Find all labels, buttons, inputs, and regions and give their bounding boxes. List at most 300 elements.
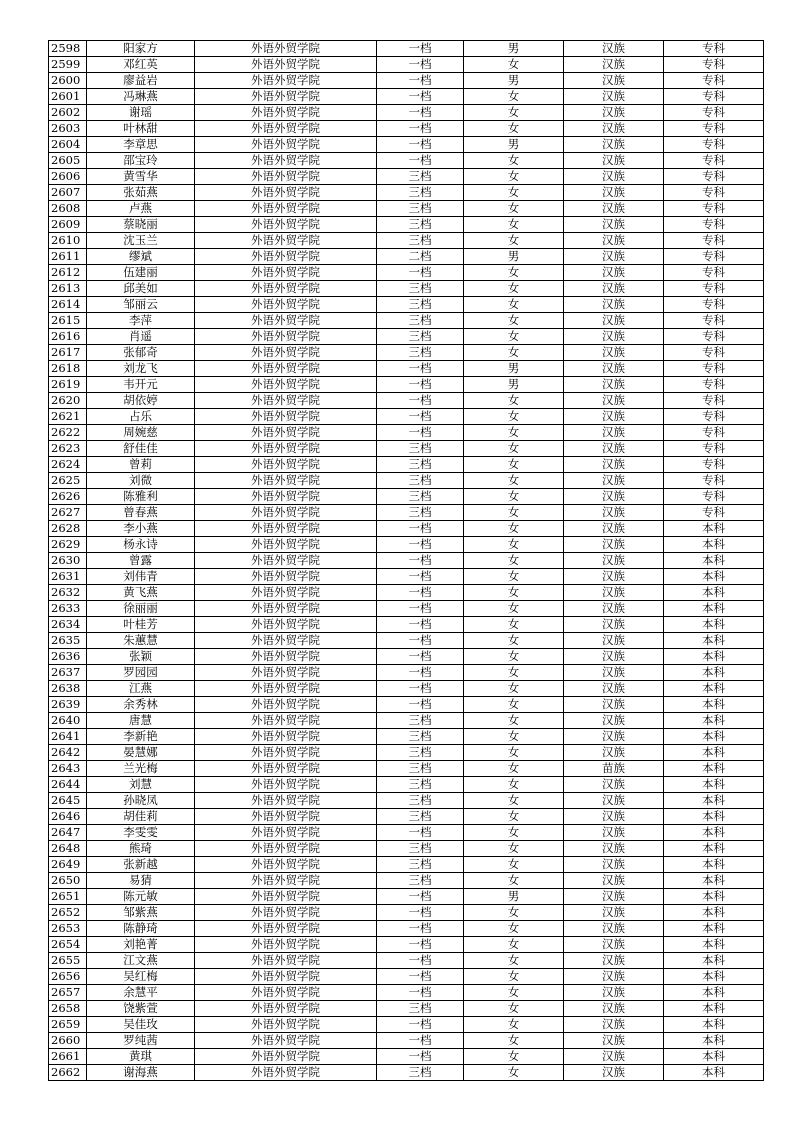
- ethnicity-cell: 汉族: [564, 697, 664, 713]
- table-row: [49, 457, 764, 473]
- name-cell: 熊琦: [87, 841, 195, 857]
- id-cell: 2629: [49, 537, 87, 553]
- aid-level-cell: 三档: [377, 281, 464, 297]
- college-cell: 外语外贸学院: [195, 89, 377, 105]
- table-row: [49, 313, 764, 329]
- education-level-cell: 本科: [664, 1065, 764, 1081]
- table-row: [49, 41, 764, 57]
- name-cell: 邓红英: [87, 57, 195, 73]
- aid-level-cell: 一档: [377, 905, 464, 921]
- ethnicity-cell: 汉族: [564, 489, 664, 505]
- aid-level-cell: 一档: [377, 41, 464, 57]
- college-cell: 外语外贸学院: [195, 233, 377, 249]
- name-cell: 黄雪华: [87, 169, 195, 185]
- aid-level-cell: 三档: [377, 777, 464, 793]
- ethnicity-cell: 汉族: [564, 905, 664, 921]
- ethnicity-cell: 汉族: [564, 745, 664, 761]
- gender-cell: 男: [464, 137, 564, 153]
- id-cell: 2657: [49, 985, 87, 1001]
- education-level-cell: 本科: [664, 537, 764, 553]
- gender-cell: 女: [464, 665, 564, 681]
- ethnicity-cell: 汉族: [564, 633, 664, 649]
- gender-cell: 女: [464, 1001, 564, 1017]
- ethnicity-cell: 汉族: [564, 281, 664, 297]
- name-cell: 江燕: [87, 681, 195, 697]
- aid-level-cell: 三档: [377, 217, 464, 233]
- id-cell: 2635: [49, 633, 87, 649]
- college-cell: 外语外贸学院: [195, 361, 377, 377]
- college-cell: 外语外贸学院: [195, 729, 377, 745]
- name-cell: 黄琪: [87, 1049, 195, 1065]
- education-level-cell: 本科: [664, 569, 764, 585]
- college-cell: 外语外贸学院: [195, 57, 377, 73]
- ethnicity-cell: 汉族: [564, 1017, 664, 1033]
- ethnicity-cell: 汉族: [564, 937, 664, 953]
- ethnicity-cell: 汉族: [564, 537, 664, 553]
- college-cell: 外语外贸学院: [195, 793, 377, 809]
- table-row: [49, 889, 764, 905]
- table-row: [49, 633, 764, 649]
- id-cell: 2628: [49, 521, 87, 537]
- table-row: [49, 265, 764, 281]
- gender-cell: 女: [464, 761, 564, 777]
- table-row: [49, 105, 764, 121]
- ethnicity-cell: 汉族: [564, 89, 664, 105]
- table-row: [49, 505, 764, 521]
- name-cell: 邹紫燕: [87, 905, 195, 921]
- education-level-cell: 专科: [664, 233, 764, 249]
- aid-level-cell: 一档: [377, 137, 464, 153]
- education-level-cell: 专科: [664, 393, 764, 409]
- college-cell: 外语外贸学院: [195, 921, 377, 937]
- education-level-cell: 专科: [664, 409, 764, 425]
- gender-cell: 女: [464, 345, 564, 361]
- aid-level-cell: 一档: [377, 425, 464, 441]
- gender-cell: 女: [464, 985, 564, 1001]
- aid-level-cell: 一档: [377, 57, 464, 73]
- name-cell: 占乐: [87, 409, 195, 425]
- name-cell: 邵宝玲: [87, 153, 195, 169]
- table-row: [49, 57, 764, 73]
- aid-level-cell: 一档: [377, 585, 464, 601]
- college-cell: 外语外贸学院: [195, 937, 377, 953]
- college-cell: 外语外贸学院: [195, 121, 377, 137]
- education-level-cell: 本科: [664, 585, 764, 601]
- education-level-cell: 本科: [664, 857, 764, 873]
- aid-level-cell: 一档: [377, 1017, 464, 1033]
- education-level-cell: 专科: [664, 345, 764, 361]
- education-level-cell: 本科: [664, 793, 764, 809]
- id-cell: 2650: [49, 873, 87, 889]
- id-cell: 2654: [49, 937, 87, 953]
- gender-cell: 男: [464, 73, 564, 89]
- ethnicity-cell: 汉族: [564, 185, 664, 201]
- gender-cell: 女: [464, 281, 564, 297]
- name-cell: 罗纯茜: [87, 1033, 195, 1049]
- gender-cell: 男: [464, 361, 564, 377]
- name-cell: 李雯雯: [87, 825, 195, 841]
- name-cell: 谢海燕: [87, 1065, 195, 1081]
- gender-cell: 女: [464, 409, 564, 425]
- gender-cell: 女: [464, 873, 564, 889]
- gender-cell: 女: [464, 521, 564, 537]
- education-level-cell: 本科: [664, 521, 764, 537]
- college-cell: 外语外贸学院: [195, 857, 377, 873]
- ethnicity-cell: 汉族: [564, 969, 664, 985]
- table-row: [49, 905, 764, 921]
- id-cell: 2611: [49, 249, 87, 265]
- gender-cell: 女: [464, 649, 564, 665]
- table-row: [49, 281, 764, 297]
- education-level-cell: 本科: [664, 1001, 764, 1017]
- id-cell: 2609: [49, 217, 87, 233]
- education-level-cell: 专科: [664, 201, 764, 217]
- ethnicity-cell: 汉族: [564, 649, 664, 665]
- education-level-cell: 专科: [664, 441, 764, 457]
- ethnicity-cell: 汉族: [564, 265, 664, 281]
- college-cell: 外语外贸学院: [195, 553, 377, 569]
- aid-level-cell: 一档: [377, 409, 464, 425]
- education-level-cell: 专科: [664, 185, 764, 201]
- college-cell: 外语外贸学院: [195, 41, 377, 57]
- aid-level-cell: 一档: [377, 617, 464, 633]
- aid-level-cell: 一档: [377, 569, 464, 585]
- name-cell: 曾莉: [87, 457, 195, 473]
- gender-cell: 女: [464, 473, 564, 489]
- college-cell: 外语外贸学院: [195, 873, 377, 889]
- college-cell: 外语外贸学院: [195, 105, 377, 121]
- table-row: [49, 441, 764, 457]
- name-cell: 胡依婷: [87, 393, 195, 409]
- id-cell: 2642: [49, 745, 87, 761]
- student-table: [48, 40, 764, 1081]
- college-cell: 外语外贸学院: [195, 649, 377, 665]
- id-cell: 2643: [49, 761, 87, 777]
- table-row: [49, 585, 764, 601]
- education-level-cell: 本科: [664, 681, 764, 697]
- id-cell: 2639: [49, 697, 87, 713]
- college-cell: 外语外贸学院: [195, 281, 377, 297]
- aid-level-cell: 一档: [377, 825, 464, 841]
- gender-cell: 女: [464, 121, 564, 137]
- ethnicity-cell: 汉族: [564, 505, 664, 521]
- ethnicity-cell: 汉族: [564, 377, 664, 393]
- name-cell: 阳家方: [87, 41, 195, 57]
- gender-cell: 女: [464, 1033, 564, 1049]
- name-cell: 唐慧: [87, 713, 195, 729]
- name-cell: 胡佳莉: [87, 809, 195, 825]
- id-cell: 2630: [49, 553, 87, 569]
- ethnicity-cell: 苗族: [564, 761, 664, 777]
- name-cell: 陈元敏: [87, 889, 195, 905]
- name-cell: 张颖: [87, 649, 195, 665]
- table-row: [49, 553, 764, 569]
- name-cell: 吴红梅: [87, 969, 195, 985]
- aid-level-cell: 一档: [377, 665, 464, 681]
- name-cell: 孙晓凤: [87, 793, 195, 809]
- aid-level-cell: 一档: [377, 73, 464, 89]
- aid-level-cell: 一档: [377, 537, 464, 553]
- college-cell: 外语外贸学院: [195, 905, 377, 921]
- name-cell: 吴佳玫: [87, 1017, 195, 1033]
- id-cell: 2599: [49, 57, 87, 73]
- id-cell: 2633: [49, 601, 87, 617]
- id-cell: 2610: [49, 233, 87, 249]
- college-cell: 外语外贸学院: [195, 473, 377, 489]
- college-cell: 外语外贸学院: [195, 377, 377, 393]
- id-cell: 2600: [49, 73, 87, 89]
- gender-cell: 女: [464, 697, 564, 713]
- college-cell: 外语外贸学院: [195, 153, 377, 169]
- aid-level-cell: 三档: [377, 1001, 464, 1017]
- ethnicity-cell: 汉族: [564, 41, 664, 57]
- name-cell: 蔡晓丽: [87, 217, 195, 233]
- id-cell: 2623: [49, 441, 87, 457]
- ethnicity-cell: 汉族: [564, 921, 664, 937]
- ethnicity-cell: 汉族: [564, 409, 664, 425]
- id-cell: 2656: [49, 969, 87, 985]
- id-cell: 2603: [49, 121, 87, 137]
- id-cell: 2607: [49, 185, 87, 201]
- id-cell: 2617: [49, 345, 87, 361]
- id-cell: 2619: [49, 377, 87, 393]
- ethnicity-cell: 汉族: [564, 857, 664, 873]
- name-cell: 易猜: [87, 873, 195, 889]
- name-cell: 饶紫萱: [87, 1001, 195, 1017]
- id-cell: 2601: [49, 89, 87, 105]
- ethnicity-cell: 汉族: [564, 169, 664, 185]
- name-cell: 沈玉兰: [87, 233, 195, 249]
- college-cell: 外语外贸学院: [195, 217, 377, 233]
- ethnicity-cell: 汉族: [564, 313, 664, 329]
- aid-level-cell: 三档: [377, 489, 464, 505]
- table-row: [49, 617, 764, 633]
- college-cell: 外语外贸学院: [195, 249, 377, 265]
- table-row: [49, 985, 764, 1001]
- name-cell: 张新越: [87, 857, 195, 873]
- ethnicity-cell: 汉族: [564, 249, 664, 265]
- name-cell: 舒佳佳: [87, 441, 195, 457]
- ethnicity-cell: 汉族: [564, 297, 664, 313]
- education-level-cell: 本科: [664, 665, 764, 681]
- college-cell: 外语外贸学院: [195, 1017, 377, 1033]
- college-cell: 外语外贸学院: [195, 521, 377, 537]
- education-level-cell: 本科: [664, 969, 764, 985]
- college-cell: 外语外贸学院: [195, 185, 377, 201]
- aid-level-cell: 三档: [377, 201, 464, 217]
- aid-level-cell: 一档: [377, 1049, 464, 1065]
- ethnicity-cell: 汉族: [564, 873, 664, 889]
- table-row: [49, 489, 764, 505]
- table-row: [49, 1001, 764, 1017]
- education-level-cell: 本科: [664, 553, 764, 569]
- gender-cell: 女: [464, 217, 564, 233]
- name-cell: 曾春燕: [87, 505, 195, 521]
- table-row: [49, 185, 764, 201]
- gender-cell: 女: [464, 233, 564, 249]
- education-level-cell: 专科: [664, 153, 764, 169]
- college-cell: 外语外贸学院: [195, 969, 377, 985]
- id-cell: 2638: [49, 681, 87, 697]
- education-level-cell: 本科: [664, 1017, 764, 1033]
- name-cell: 朱蕙慧: [87, 633, 195, 649]
- ethnicity-cell: 汉族: [564, 57, 664, 73]
- college-cell: 外语外贸学院: [195, 585, 377, 601]
- name-cell: 陈静琦: [87, 921, 195, 937]
- ethnicity-cell: 汉族: [564, 777, 664, 793]
- aid-level-cell: 三档: [377, 297, 464, 313]
- ethnicity-cell: 汉族: [564, 793, 664, 809]
- id-cell: 2605: [49, 153, 87, 169]
- gender-cell: 女: [464, 489, 564, 505]
- ethnicity-cell: 汉族: [564, 73, 664, 89]
- aid-level-cell: 一档: [377, 697, 464, 713]
- table-row: [49, 537, 764, 553]
- id-cell: 2624: [49, 457, 87, 473]
- ethnicity-cell: 汉族: [564, 601, 664, 617]
- aid-level-cell: 三档: [377, 169, 464, 185]
- id-cell: 2598: [49, 41, 87, 57]
- ethnicity-cell: 汉族: [564, 809, 664, 825]
- id-cell: 2627: [49, 505, 87, 521]
- aid-level-cell: 三档: [377, 745, 464, 761]
- name-cell: 邹丽云: [87, 297, 195, 313]
- ethnicity-cell: 汉族: [564, 441, 664, 457]
- college-cell: 外语外贸学院: [195, 1065, 377, 1081]
- name-cell: 刘微: [87, 473, 195, 489]
- table-row: [49, 361, 764, 377]
- aid-level-cell: 一档: [377, 953, 464, 969]
- gender-cell: 女: [464, 969, 564, 985]
- id-cell: 2606: [49, 169, 87, 185]
- name-cell: 杨永诗: [87, 537, 195, 553]
- name-cell: 兰光梅: [87, 761, 195, 777]
- id-cell: 2640: [49, 713, 87, 729]
- aid-level-cell: 一档: [377, 889, 464, 905]
- name-cell: 周婉慈: [87, 425, 195, 441]
- aid-level-cell: 一档: [377, 985, 464, 1001]
- gender-cell: 女: [464, 505, 564, 521]
- aid-level-cell: 三档: [377, 841, 464, 857]
- education-level-cell: 本科: [664, 905, 764, 921]
- ethnicity-cell: 汉族: [564, 617, 664, 633]
- name-cell: 刘艳菁: [87, 937, 195, 953]
- gender-cell: 女: [464, 585, 564, 601]
- table-row: [49, 969, 764, 985]
- education-level-cell: 专科: [664, 57, 764, 73]
- ethnicity-cell: 汉族: [564, 121, 664, 137]
- gender-cell: 女: [464, 681, 564, 697]
- table-row: [49, 201, 764, 217]
- ethnicity-cell: 汉族: [564, 953, 664, 969]
- ethnicity-cell: 汉族: [564, 233, 664, 249]
- college-cell: 外语外贸学院: [195, 761, 377, 777]
- education-level-cell: 专科: [664, 121, 764, 137]
- education-level-cell: 本科: [664, 1049, 764, 1065]
- id-cell: 2602: [49, 105, 87, 121]
- id-cell: 2621: [49, 409, 87, 425]
- name-cell: 刘龙飞: [87, 361, 195, 377]
- ethnicity-cell: 汉族: [564, 553, 664, 569]
- aid-level-cell: 一档: [377, 649, 464, 665]
- aid-level-cell: 一档: [377, 265, 464, 281]
- name-cell: 江文燕: [87, 953, 195, 969]
- education-level-cell: 本科: [664, 953, 764, 969]
- id-cell: 2637: [49, 665, 87, 681]
- name-cell: 黄飞燕: [87, 585, 195, 601]
- ethnicity-cell: 汉族: [564, 729, 664, 745]
- name-cell: 邱美如: [87, 281, 195, 297]
- ethnicity-cell: 汉族: [564, 201, 664, 217]
- college-cell: 外语外贸学院: [195, 1001, 377, 1017]
- college-cell: 外语外贸学院: [195, 1033, 377, 1049]
- education-level-cell: 专科: [664, 489, 764, 505]
- table-row: [49, 601, 764, 617]
- ethnicity-cell: 汉族: [564, 137, 664, 153]
- aid-level-cell: 一档: [377, 361, 464, 377]
- id-cell: 2647: [49, 825, 87, 841]
- aid-level-cell: 一档: [377, 377, 464, 393]
- id-cell: 2626: [49, 489, 87, 505]
- table-row: [49, 377, 764, 393]
- college-cell: 外语外贸学院: [195, 697, 377, 713]
- aid-level-cell: 三档: [377, 185, 464, 201]
- table-row: [49, 169, 764, 185]
- aid-level-cell: 三档: [377, 761, 464, 777]
- gender-cell: 女: [464, 393, 564, 409]
- table-row: [49, 761, 764, 777]
- education-level-cell: 本科: [664, 713, 764, 729]
- id-cell: 2661: [49, 1049, 87, 1065]
- gender-cell: 女: [464, 57, 564, 73]
- education-level-cell: 本科: [664, 889, 764, 905]
- gender-cell: 女: [464, 105, 564, 121]
- education-level-cell: 本科: [664, 745, 764, 761]
- gender-cell: 女: [464, 825, 564, 841]
- ethnicity-cell: 汉族: [564, 841, 664, 857]
- gender-cell: 女: [464, 153, 564, 169]
- aid-level-cell: 三档: [377, 505, 464, 521]
- education-level-cell: 专科: [664, 361, 764, 377]
- gender-cell: 女: [464, 841, 564, 857]
- table-row: [49, 857, 764, 873]
- table-row: [49, 297, 764, 313]
- aid-level-cell: 一档: [377, 633, 464, 649]
- aid-level-cell: 三档: [377, 329, 464, 345]
- name-cell: 伍建丽: [87, 265, 195, 281]
- table-row: [49, 121, 764, 137]
- gender-cell: 女: [464, 937, 564, 953]
- student-table-body: [49, 41, 764, 1081]
- ethnicity-cell: 汉族: [564, 473, 664, 489]
- table-row: [49, 73, 764, 89]
- name-cell: 曾露: [87, 553, 195, 569]
- id-cell: 2646: [49, 809, 87, 825]
- ethnicity-cell: 汉族: [564, 665, 664, 681]
- college-cell: 外语外贸学院: [195, 409, 377, 425]
- gender-cell: 女: [464, 953, 564, 969]
- gender-cell: 女: [464, 425, 564, 441]
- table-row: [49, 521, 764, 537]
- id-cell: 2612: [49, 265, 87, 281]
- aid-level-cell: 三档: [377, 457, 464, 473]
- gender-cell: 男: [464, 41, 564, 57]
- education-level-cell: 本科: [664, 1033, 764, 1049]
- table-row: [49, 329, 764, 345]
- ethnicity-cell: 汉族: [564, 345, 664, 361]
- name-cell: 晏慧娜: [87, 745, 195, 761]
- gender-cell: 女: [464, 777, 564, 793]
